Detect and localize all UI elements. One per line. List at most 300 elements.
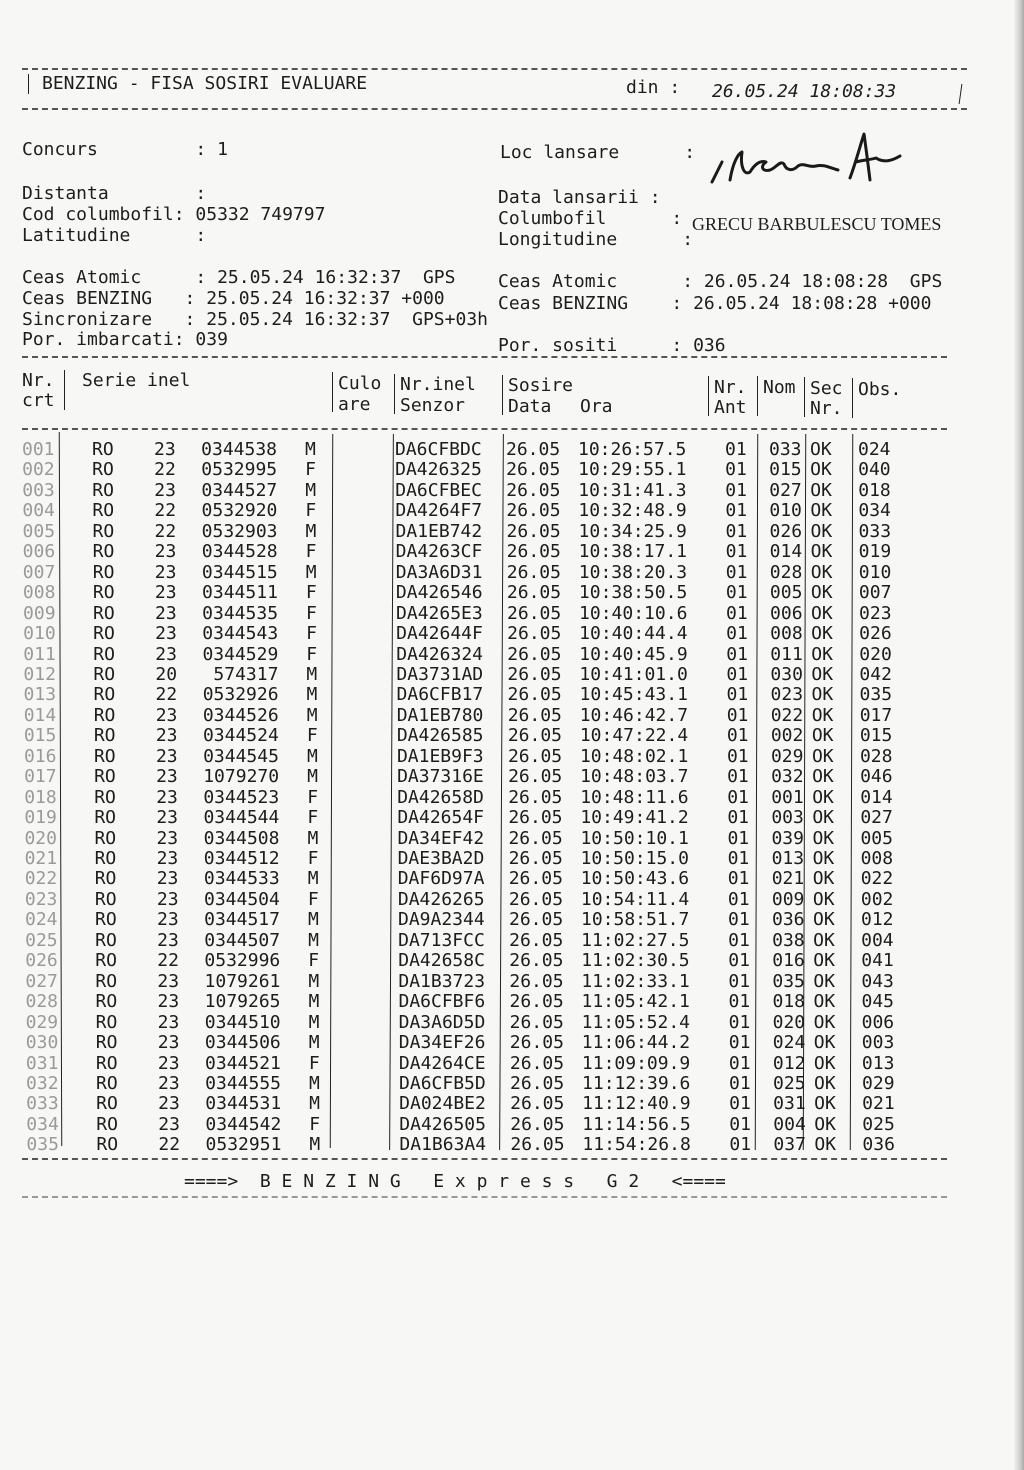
arrival-time: 10:38:50.5	[578, 582, 688, 604]
antenna: 01	[726, 725, 749, 747]
sec-status: OK	[813, 1011, 836, 1033]
ring-country: RO	[94, 868, 117, 890]
nom: 028	[769, 561, 803, 583]
ring-country: RO	[92, 582, 115, 604]
signature-mark	[700, 132, 910, 194]
footer-brand: ====> B E N Z I N G E x p r e s s G 2 <====	[184, 1171, 726, 1192]
arrival-time: 10:58:51.7	[580, 909, 690, 931]
concurs-field: Concurs : 1	[22, 139, 228, 160]
sec-status: OK	[810, 500, 833, 522]
row-number: 030	[25, 1032, 59, 1054]
ring-country: RO	[93, 643, 115, 665]
ring-country: RO	[92, 479, 114, 501]
obs: 007	[858, 582, 892, 604]
sensor-ring: DA426324	[396, 643, 483, 665]
ring-country: RO	[96, 1093, 118, 1115]
row-number: 013	[23, 684, 57, 706]
sex: M	[309, 1093, 320, 1115]
ring-year: 23	[155, 704, 178, 726]
arrival-time: 10:38:17.1	[578, 541, 688, 563]
ring-country: RO	[95, 970, 118, 992]
sincronizare-field: Sincronizare : 25.05.24 16:32:37 GPS+03h	[22, 309, 488, 330]
ring-country: RO	[93, 602, 115, 624]
row-number: 024	[24, 909, 58, 931]
ring-number: 0344521	[205, 1052, 281, 1074]
ring-number: 1079270	[203, 766, 280, 788]
ceas-atomic-start: Ceas Atomic : 25.05.24 16:32:37 GPS	[22, 267, 456, 288]
arrival-date: 26.05	[509, 991, 564, 1013]
latitudine-field: Latitudine :	[22, 225, 207, 246]
sex: F	[308, 950, 320, 972]
arrival-time: 11:02:30.5	[581, 950, 690, 972]
obs: 002	[860, 888, 894, 910]
antenna: 01	[725, 479, 747, 501]
ring-year: 23	[154, 439, 176, 460]
row-number: 018	[24, 786, 57, 808]
nom: 015	[769, 459, 802, 481]
nom: 023	[770, 684, 804, 706]
arrival-date: 26.05	[506, 500, 561, 522]
sensor-ring: DA42654F	[397, 807, 485, 829]
arrival-time: 11:02:27.5	[581, 929, 690, 951]
obs: 035	[859, 684, 893, 706]
row-number: 029	[25, 1011, 59, 1033]
body-sep	[499, 434, 504, 1150]
antenna: 01	[726, 643, 748, 665]
obs: 028	[859, 745, 893, 767]
nom: 022	[770, 704, 804, 726]
body-sep	[59, 432, 62, 1146]
arrival-date: 26.05	[508, 909, 564, 931]
ring-number: 0532995	[201, 459, 278, 481]
obs: 013	[861, 1052, 895, 1074]
ring-year: 22	[155, 684, 178, 706]
arrival-date: 26.05	[508, 888, 564, 910]
col-sep	[852, 378, 853, 418]
ring-year: 23	[156, 848, 179, 869]
antenna: 01	[725, 439, 747, 460]
sec-status: OK	[814, 1093, 836, 1115]
antenna: 01	[725, 500, 748, 522]
obs: 029	[862, 1072, 895, 1094]
ring-number: 574317	[213, 663, 279, 685]
longitudine-field: Longitudine :	[498, 229, 694, 250]
row-number: 033	[26, 1093, 59, 1115]
antenna: 01	[727, 766, 749, 788]
sex: M	[306, 663, 318, 685]
ring-number: 0344533	[203, 868, 280, 890]
antenna: 01	[725, 459, 747, 481]
arrival-date: 26.05	[506, 479, 561, 501]
ring-number: 0532903	[201, 520, 278, 542]
arrival-date: 26.05	[507, 602, 562, 624]
row-number: 001	[22, 439, 55, 460]
sensor-ring: DA6CFB5D	[399, 1072, 486, 1094]
arrival-time: 11:05:42.1	[581, 991, 690, 1013]
sensor-ring: DA42658C	[398, 950, 485, 972]
antenna: 01	[728, 1011, 751, 1033]
divider-bottom	[22, 1158, 947, 1160]
col-nom: Nom	[763, 377, 796, 398]
ring-year: 23	[156, 868, 179, 890]
ring-year: 23	[154, 541, 177, 563]
ring-number: 0344529	[202, 643, 279, 665]
arrival-time: 10:45:43.1	[579, 684, 688, 706]
nom: 016	[772, 950, 805, 972]
nom: 004	[773, 1113, 806, 1135]
sensor-ring: DA426265	[397, 888, 485, 910]
obs: 010	[858, 561, 892, 583]
sensor-ring: DA426325	[395, 459, 482, 481]
sex: F	[309, 1113, 321, 1135]
obs: 017	[859, 704, 893, 726]
arrival-date: 26.05	[510, 1072, 565, 1094]
row-number: 008	[22, 582, 56, 604]
sensor-ring: DA37316E	[397, 766, 484, 788]
sec-status: OK	[812, 766, 834, 788]
ring-number: 0344528	[201, 541, 278, 563]
sec-status: OK	[810, 541, 833, 563]
nom: 010	[769, 500, 802, 522]
sex: M	[309, 1134, 321, 1156]
ring-country: RO	[93, 745, 116, 767]
ring-number: 0344510	[204, 1011, 281, 1033]
sex: M	[305, 439, 316, 460]
obs: 034	[858, 500, 891, 522]
por-sositi-field: Por. sositi : 036	[498, 335, 726, 356]
antenna: 01	[725, 520, 748, 542]
sensor-ring: DA34EF26	[398, 1032, 486, 1054]
nom: 012	[772, 1052, 806, 1074]
arrival-time: 11:02:33.1	[581, 970, 690, 992]
arrival-time: 10:48:03.7	[580, 766, 689, 788]
sensor-ring: DA1B3723	[398, 970, 486, 992]
sex: F	[305, 582, 317, 604]
sec-status: OK	[814, 1072, 836, 1094]
row-number: 014	[23, 704, 57, 726]
ring-country: RO	[95, 1032, 118, 1054]
row-number: 021	[24, 848, 58, 869]
arrival-date: 26.05	[509, 1011, 564, 1033]
col-serie-inel: Serie inel	[82, 370, 191, 391]
ring-year: 23	[158, 1093, 180, 1115]
ring-country: RO	[92, 459, 114, 481]
row-number: 005	[22, 520, 56, 542]
obs: 005	[860, 827, 893, 849]
arrival-time: 11:06:44.2	[581, 1032, 691, 1054]
arrival-date: 26.05	[510, 1113, 565, 1135]
arrival-date: 26.05	[506, 582, 562, 604]
sex: M	[308, 970, 320, 992]
sex: M	[308, 991, 320, 1013]
antenna: 01	[728, 970, 751, 992]
ring-year: 23	[157, 1052, 180, 1074]
ring-year: 22	[157, 950, 179, 972]
obs: 043	[861, 970, 894, 992]
ceas-atomic-end: Ceas Atomic : 26.05.24 18:08:28 GPS	[498, 271, 943, 292]
sensor-ring: DA4264CE	[398, 1052, 486, 1074]
antenna: 01	[729, 1072, 751, 1094]
sec-status: OK	[812, 848, 835, 869]
sec-status: OK	[810, 479, 832, 501]
nom: 021	[771, 868, 805, 890]
antenna: 01	[729, 1134, 752, 1156]
antenna: 01	[728, 1052, 751, 1074]
nom: 036	[771, 909, 805, 931]
ring-number: 0344506	[204, 1032, 281, 1054]
divider-columns-bottom	[22, 428, 947, 430]
sex: F	[307, 848, 319, 869]
sec-status: OK	[814, 1134, 837, 1156]
col-sec-nr: Nr.	[810, 398, 843, 419]
arrival-time: 10:50:15.0	[580, 848, 689, 869]
sex: F	[306, 623, 317, 645]
distanta-field: Distanta :	[22, 183, 207, 204]
sec-status: OK	[812, 909, 835, 931]
ring-country: RO	[93, 704, 116, 726]
col-ant: Ant	[714, 397, 747, 418]
nom: 018	[772, 991, 806, 1013]
col-are: are	[338, 394, 371, 415]
antenna: 01	[728, 1032, 751, 1054]
obs: 033	[858, 520, 892, 542]
ring-year: 23	[158, 1113, 180, 1135]
antenna: 01	[725, 582, 748, 604]
ring-year: 23	[156, 786, 178, 808]
nom: 037	[773, 1134, 806, 1156]
sec-status: OK	[813, 991, 836, 1013]
nom: 032	[771, 766, 804, 788]
sensor-ring: DA3731AD	[396, 663, 484, 685]
nom: 030	[770, 663, 803, 685]
col-nr-ant: Nr.	[714, 377, 747, 398]
row-number: 003	[22, 479, 55, 501]
antenna: 01	[728, 929, 750, 951]
antenna: 01	[726, 602, 748, 624]
row-number: 006	[22, 541, 56, 563]
ring-country: RO	[95, 929, 117, 951]
ring-number: 0344543	[202, 623, 279, 645]
sex: M	[306, 684, 318, 706]
sex: M	[308, 1032, 320, 1054]
sensor-ring: DA9A2344	[397, 909, 485, 931]
antenna: 01	[727, 786, 749, 808]
ring-number: 0344511	[202, 582, 278, 604]
antenna: 01	[727, 848, 750, 869]
ring-number: 0344538	[201, 439, 277, 460]
sex: M	[307, 766, 318, 788]
ring-number: 0344544	[203, 807, 280, 829]
body-sep	[850, 434, 853, 1150]
sensor-ring: DA6CFBF6	[398, 991, 486, 1013]
sec-status: OK	[812, 786, 834, 808]
sec-status: OK	[810, 439, 832, 460]
arrival-time: 10:32:48.9	[578, 500, 687, 522]
ring-year: 22	[158, 1134, 181, 1156]
sec-status: OK	[810, 561, 833, 583]
ring-year: 23	[157, 1011, 180, 1033]
sex: M	[305, 520, 317, 542]
report-datetime: 26.05.24 18:08:33	[712, 81, 897, 102]
nom: 005	[769, 582, 803, 604]
row-number: 002	[22, 459, 55, 481]
ring-year: 23	[155, 643, 177, 665]
obs: 042	[859, 663, 892, 685]
ring-number: 0344545	[203, 745, 279, 767]
nom: 020	[772, 1011, 806, 1033]
col-sep	[502, 375, 503, 415]
ring-year: 23	[156, 807, 179, 829]
arrival-time: 11:54:26.8	[582, 1134, 691, 1156]
obs: 023	[859, 602, 892, 624]
sec-status: OK	[813, 970, 836, 992]
sex: F	[307, 786, 319, 808]
body-sep	[389, 434, 394, 1150]
ring-country: RO	[93, 663, 116, 685]
obs: 006	[861, 1011, 895, 1033]
divider-top	[22, 68, 967, 70]
antenna: 01	[727, 827, 750, 849]
sec-status: OK	[811, 684, 834, 706]
sensor-ring: DA4265E3	[396, 602, 483, 624]
ring-country: RO	[94, 786, 116, 808]
nom: 038	[772, 929, 805, 951]
ring-year: 23	[154, 479, 176, 501]
nom: 027	[769, 479, 802, 501]
ring-number: 0532996	[204, 950, 281, 972]
ring-number: 0344517	[204, 909, 280, 931]
sec-status: OK	[811, 725, 834, 747]
arrival-date: 26.05	[509, 1032, 564, 1054]
nom: 011	[770, 643, 803, 665]
header-right-bar	[959, 84, 963, 104]
report-title: BENZING - FISA SOSIRI EVALUARE	[42, 73, 368, 94]
antenna: 01	[729, 1093, 751, 1115]
obs: 018	[858, 479, 891, 501]
arrival-date: 26.05	[506, 541, 561, 563]
sex: M	[307, 827, 319, 849]
obs: 012	[860, 909, 894, 931]
antenna: 01	[727, 909, 750, 931]
arrival-time: 10:48:02.1	[579, 745, 689, 767]
ring-year: 23	[156, 909, 179, 931]
sec-status: OK	[813, 929, 835, 951]
arrival-date: 26.05	[508, 766, 563, 788]
sex: M	[306, 745, 318, 767]
ring-country: RO	[92, 520, 115, 542]
arrival-time: 10:34:25.9	[578, 520, 687, 542]
sensor-ring: DA1EB780	[396, 704, 484, 726]
ring-country: RO	[93, 684, 116, 706]
nom: 024	[772, 1032, 806, 1054]
sensor-ring: DA42644F	[396, 623, 483, 645]
ring-number: 0532951	[205, 1134, 282, 1156]
obs: 015	[859, 725, 893, 747]
antenna: 01	[725, 561, 748, 583]
arrival-time: 10:41:01.0	[579, 663, 688, 685]
cod-columbofil-field: Cod columbofil: 05332 749797	[22, 204, 326, 225]
obs: 045	[861, 991, 895, 1013]
arrival-time: 10:47:22.4	[579, 725, 689, 747]
arrival-time: 11:09:09.9	[581, 1052, 691, 1074]
obs: 004	[861, 929, 894, 951]
antenna: 01	[726, 623, 748, 645]
arrival-date: 26.05	[509, 929, 564, 951]
sex: F	[308, 1052, 320, 1074]
arrival-time: 11:05:52.4	[581, 1011, 690, 1033]
row-number: 016	[23, 745, 57, 767]
arrival-date: 26.05	[508, 868, 563, 890]
col-obs: Obs.	[858, 379, 902, 400]
arrival-date: 26.05	[507, 643, 562, 665]
sex: M	[308, 1011, 320, 1033]
ring-number: 0532920	[201, 500, 278, 522]
header-left-bar	[28, 74, 29, 94]
obs: 026	[859, 623, 892, 645]
col-sep	[64, 370, 65, 410]
nom: 025	[773, 1072, 806, 1094]
sex: M	[309, 1072, 320, 1094]
ring-number: 0344512	[203, 848, 280, 869]
ring-country: RO	[96, 1113, 118, 1135]
ring-year: 23	[155, 725, 178, 747]
arrival-time: 10:50:43.6	[580, 868, 690, 890]
arrival-time: 10:40:10.6	[579, 602, 688, 624]
paper-edge-shadow	[1014, 0, 1024, 1470]
ring-number: 0344524	[202, 725, 279, 747]
obs: 021	[862, 1093, 895, 1115]
row-number: 022	[24, 868, 58, 890]
ring-year: 23	[155, 623, 177, 645]
data-lansarii-field: Data lansarii :	[498, 187, 661, 208]
arrival-time: 10:38:20.3	[578, 561, 688, 583]
ring-country: RO	[94, 827, 117, 849]
col-sep	[708, 376, 709, 416]
nom: 013	[771, 848, 805, 869]
arrival-date: 26.05	[508, 848, 563, 869]
row-number: 028	[25, 991, 59, 1013]
ring-country: RO	[94, 848, 117, 869]
sensor-ring: DA1EB742	[395, 520, 483, 542]
sex: F	[306, 643, 318, 665]
ring-country: RO	[94, 807, 117, 829]
row-number: 020	[24, 827, 57, 849]
ring-country: RO	[96, 1134, 119, 1156]
arrival-time: 10:54:11.4	[580, 888, 690, 910]
loc-lansare-field: Loc lansare :	[500, 142, 696, 163]
ring-country: RO	[95, 991, 118, 1013]
ring-country: RO	[93, 725, 116, 747]
nom: 002	[770, 725, 804, 747]
columbofil-name: GRECU BARBULESCU TOMES	[692, 214, 942, 234]
sensor-ring: DA713FCC	[398, 929, 485, 951]
antenna: 01	[727, 868, 750, 890]
col-senzor: Senzor	[400, 395, 466, 416]
row-number: 026	[25, 950, 58, 972]
obs: 020	[859, 643, 892, 665]
ring-year: 23	[157, 970, 180, 992]
row-number: 010	[23, 623, 56, 645]
ring-number: 0344535	[202, 602, 279, 624]
ring-number: 0344515	[201, 561, 278, 583]
ring-number: 0344555	[205, 1072, 282, 1094]
nom: 029	[770, 745, 804, 767]
row-number: 017	[24, 766, 57, 788]
ring-year: 23	[154, 582, 177, 604]
row-number: 031	[25, 1052, 59, 1074]
ring-year: 23	[156, 888, 179, 910]
ring-country: RO	[92, 500, 115, 522]
